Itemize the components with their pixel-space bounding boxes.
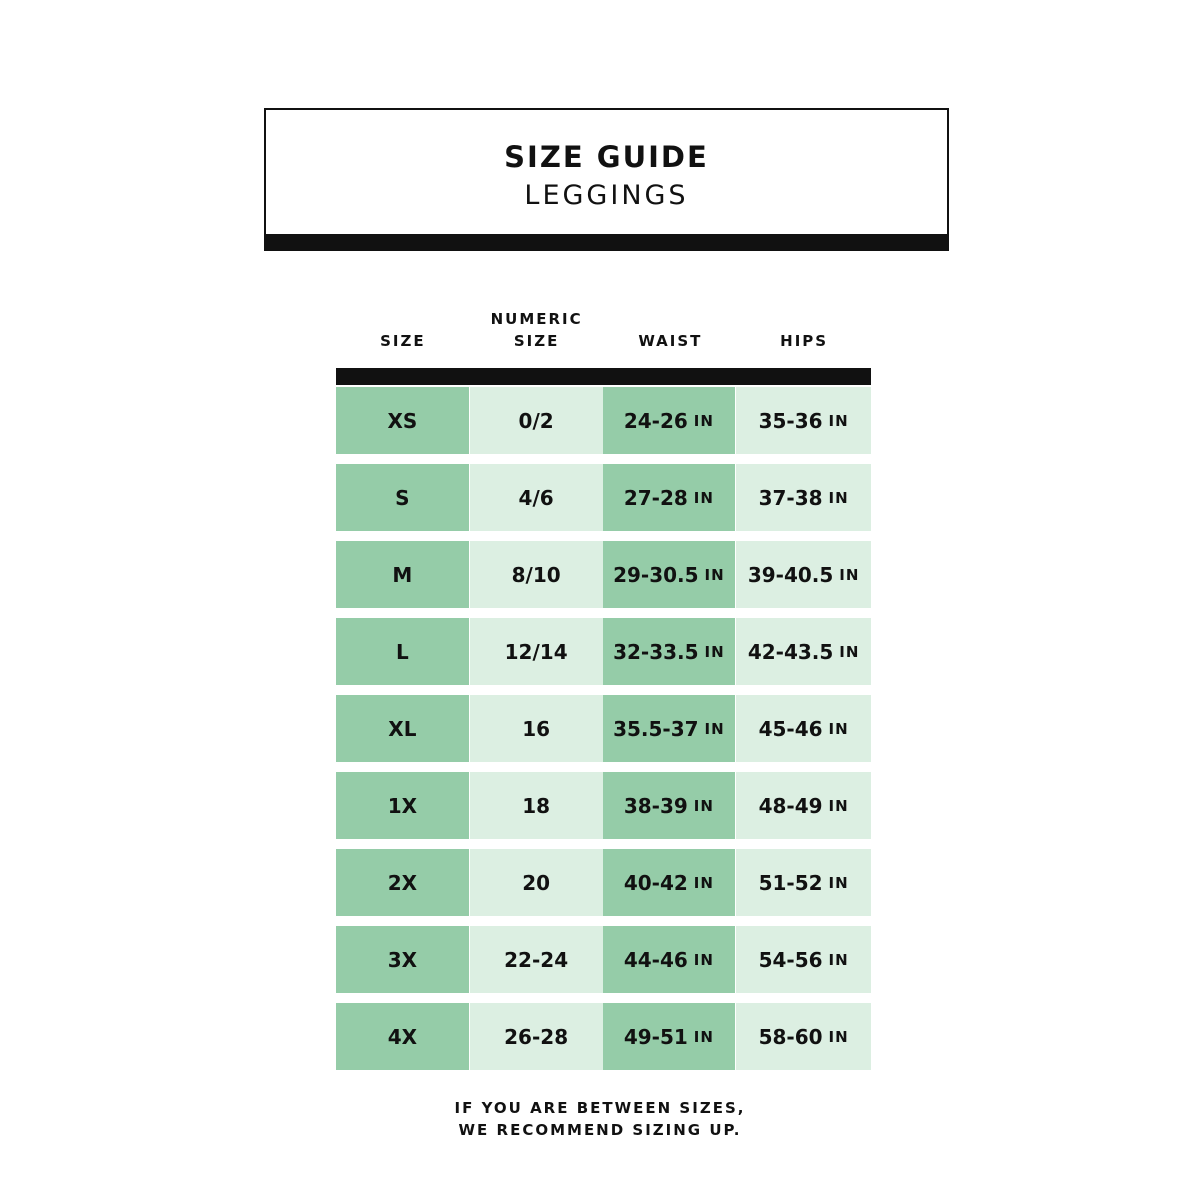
cell-numeric-size-value: 18 (522, 793, 551, 818)
cell-hips-unit: IN (839, 565, 860, 584)
cell-waist (603, 464, 736, 531)
table-row (336, 618, 871, 685)
table-row (336, 926, 871, 993)
sizing-note-line-1: IF YOU ARE BETWEEN SIZES, (454, 1099, 746, 1117)
cell-waist-unit: IN (693, 950, 714, 969)
cell-hips-value: 35-36 (758, 408, 823, 433)
cell-numeric-size-value: 16 (522, 716, 551, 741)
cell-hips (736, 849, 871, 916)
cell-waist-unit: IN (704, 719, 725, 738)
cell-hips-unit: IN (828, 1027, 849, 1046)
table-row (336, 849, 871, 916)
cell-numeric-size (470, 541, 603, 608)
cell-hips (736, 695, 871, 762)
cell-hips-unit: IN (828, 411, 849, 430)
cell-numeric-size (470, 464, 603, 531)
cell-waist-unit: IN (693, 873, 714, 892)
table-row (336, 464, 871, 531)
column-header-waist: WAIST (638, 332, 703, 350)
cell-waist-value: 24-26 (623, 408, 688, 433)
cell-hips-unit: IN (828, 488, 849, 507)
cell-hips-value: 54-56 (758, 947, 823, 972)
cell-numeric-size-value: 26-28 (504, 1024, 569, 1049)
cell-numeric-size (470, 772, 603, 839)
table-row (336, 772, 871, 839)
cell-size-value: 2X (387, 870, 418, 895)
cell-hips-value: 37-38 (758, 485, 823, 510)
cell-size (336, 926, 469, 993)
cell-size-value: L (396, 639, 409, 664)
size-table (336, 300, 871, 1070)
cell-size (336, 849, 469, 916)
cell-hips-unit: IN (828, 719, 849, 738)
table-body (336, 387, 871, 1070)
cell-size-value: 4X (387, 1024, 418, 1049)
cell-size (336, 464, 469, 531)
cell-numeric-size (470, 849, 603, 916)
page-title: SIZE GUIDE (504, 140, 709, 174)
page-subtitle: LEGGINGS (524, 180, 689, 211)
cell-waist (603, 772, 736, 839)
cell-size (336, 772, 469, 839)
cell-size (336, 387, 469, 454)
cell-hips-value: 51-52 (758, 870, 823, 895)
header-divider (336, 368, 871, 385)
column-header-size: SIZE (380, 332, 426, 350)
cell-size (336, 541, 469, 608)
cell-waist (603, 849, 736, 916)
sizing-note-line-2: WE RECOMMEND SIZING UP. (458, 1121, 742, 1139)
cell-waist (603, 926, 736, 993)
cell-waist (603, 541, 736, 608)
cell-size (336, 618, 469, 685)
cell-hips-value: 39-40.5 (747, 562, 834, 587)
cell-size (336, 1003, 469, 1070)
column-header-hips: HIPS (780, 332, 829, 350)
cell-hips-unit: IN (839, 642, 860, 661)
cell-hips-value: 48-49 (758, 793, 823, 818)
table-header (336, 300, 871, 368)
cell-hips (736, 541, 871, 608)
cell-numeric-size (470, 1003, 603, 1070)
cell-numeric-size-value: 12/14 (504, 639, 568, 664)
cell-numeric-size-value: 22-24 (504, 947, 569, 972)
cell-size-value: M (392, 562, 413, 587)
cell-size-value: XS (387, 408, 418, 433)
cell-waist-unit: IN (704, 642, 725, 661)
cell-numeric-size (470, 618, 603, 685)
table-row (336, 387, 871, 454)
cell-numeric-size (470, 387, 603, 454)
table-row (336, 541, 871, 608)
cell-numeric-size-value: 8/10 (511, 562, 561, 587)
cell-numeric-size-value: 4/6 (518, 485, 554, 510)
cell-size-value: XL (388, 716, 417, 741)
cell-hips (736, 772, 871, 839)
cell-waist-value: 35.5-37 (613, 716, 699, 741)
cell-waist (603, 695, 736, 762)
cell-hips-unit: IN (828, 950, 849, 969)
cell-numeric-size-value: 20 (522, 870, 551, 895)
cell-size-value: 1X (387, 793, 418, 818)
cell-waist-unit: IN (693, 488, 714, 507)
cell-waist-value: 40-42 (623, 870, 688, 895)
cell-waist-unit: IN (704, 565, 725, 584)
table-row (336, 1003, 871, 1070)
cell-hips-value: 58-60 (758, 1024, 823, 1049)
cell-hips (736, 926, 871, 993)
cell-hips-unit: IN (828, 796, 849, 815)
cell-hips (736, 464, 871, 531)
title-box (264, 108, 949, 251)
cell-hips-value: 42-43.5 (747, 639, 834, 664)
cell-waist-value: 44-46 (623, 947, 688, 972)
cell-waist (603, 1003, 736, 1070)
cell-numeric-size (470, 695, 603, 762)
cell-waist (603, 387, 736, 454)
cell-hips-value: 45-46 (758, 716, 823, 741)
cell-hips-unit: IN (828, 873, 849, 892)
cell-waist-value: 29-30.5 (613, 562, 699, 587)
cell-waist-unit: IN (693, 411, 714, 430)
cell-waist-value: 49-51 (623, 1024, 688, 1049)
cell-size-value: S (395, 485, 410, 510)
cell-hips (736, 387, 871, 454)
cell-hips (736, 1003, 871, 1070)
cell-hips (736, 618, 871, 685)
cell-waist-unit: IN (693, 796, 714, 815)
cell-waist (603, 618, 736, 685)
sizing-note (0, 1097, 1200, 1141)
cell-waist-unit: IN (693, 1027, 714, 1046)
table-row (336, 695, 871, 762)
cell-waist-value: 27-28 (623, 485, 688, 510)
column-header-numeric-size: NUMERIC SIZE (490, 310, 583, 350)
cell-size-value: 3X (387, 947, 418, 972)
cell-numeric-size-value: 0/2 (518, 408, 554, 433)
cell-waist-value: 38-39 (623, 793, 688, 818)
cell-numeric-size (470, 926, 603, 993)
cell-waist-value: 32-33.5 (613, 639, 699, 664)
cell-size (336, 695, 469, 762)
